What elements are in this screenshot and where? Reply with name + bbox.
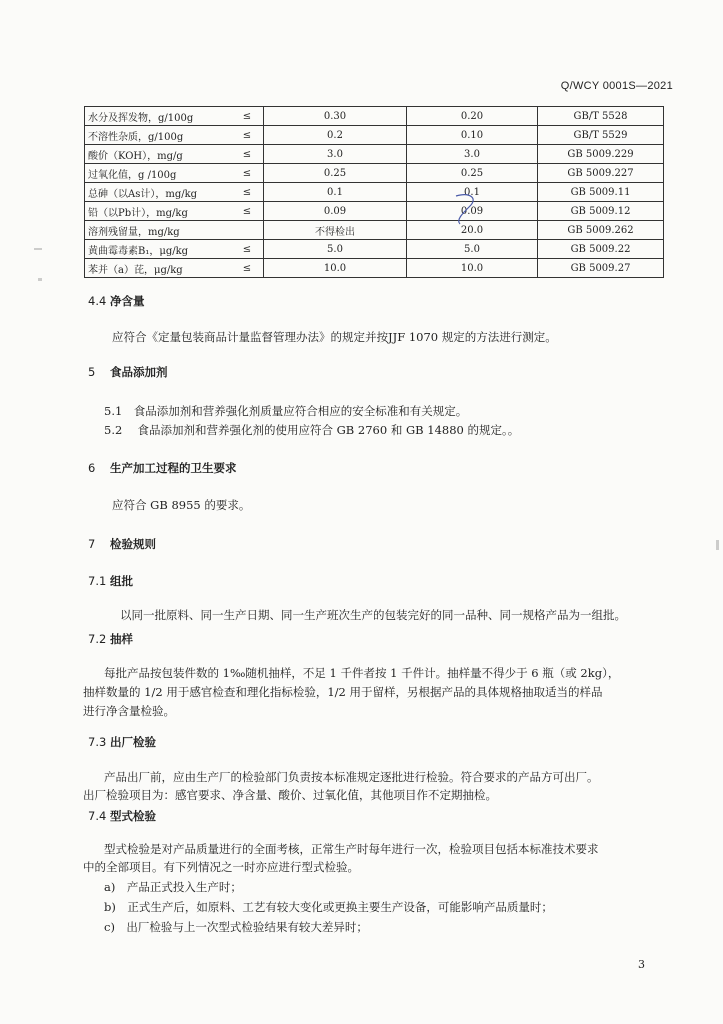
method-cell: GB 5009.12 (538, 202, 664, 221)
table-row (85, 107, 664, 126)
value1-cell: 10.0 (264, 259, 407, 278)
value2-cell: 10.0 (407, 259, 538, 278)
spec-table (84, 106, 664, 278)
value1-cell: 0.25 (264, 164, 407, 183)
value2-cell: 0.09 (407, 202, 538, 221)
table-row (85, 183, 664, 202)
table-row (85, 202, 664, 221)
method-cell: GB/T 5528 (538, 107, 664, 126)
section-6-text: 应符合 GB 8955 的要求。 (112, 498, 251, 512)
item-cell: 过氧化值，g /100g (85, 164, 232, 183)
section-4-4-heading: 4.4 净含量 (88, 294, 145, 308)
section-7-4-line1: 型式检验是对产品质量进行的全面考核，正常生产时每年进行一次，检验项目包括本标准技术要求 (104, 842, 599, 856)
symbol-cell: ≤ (231, 164, 264, 183)
section-7-3-heading: 7.3 出厂检验 (88, 735, 156, 749)
page-number: 3 (638, 958, 645, 971)
symbol-cell: ≤ (231, 107, 264, 126)
symbol-cell: ≤ (231, 240, 264, 259)
value2-cell: 20.0 (407, 221, 538, 240)
item-cell: 铅（以Pb计），mg/kg (85, 202, 232, 221)
method-cell: GB/T 5529 (538, 126, 664, 145)
method-cell: GB 5009.227 (538, 164, 664, 183)
method-cell: GB 5009.11 (538, 183, 664, 202)
item-cell: 溶剂残留量，mg/kg (85, 221, 232, 240)
value2-cell: 3.0 (407, 145, 538, 164)
section-7-3-line1: 产品出厂前，应由生产厂的检验部门负责按本标准规定逐批进行检验。符合要求的产品方可出厂。 (104, 770, 599, 784)
section-7-heading: 7 检验规则 (88, 537, 156, 551)
item-cell: 总砷（以As计），mg/kg (85, 183, 232, 202)
scan-smudge (716, 540, 719, 550)
value2-cell: 0.10 (407, 126, 538, 145)
section-7-2-line3: 进行净含量检验。 (83, 704, 175, 718)
section-7-4-item-c: c) 出厂检验与上一次型式检验结果有较大差异时； (104, 920, 368, 934)
section-7-4-item-a: a) 产品正式投入生产时； (104, 880, 242, 894)
table-row (85, 145, 664, 164)
value2-cell: 0.1 (407, 183, 538, 202)
symbol-cell: ≤ (231, 145, 264, 164)
section-7-1-heading: 7.1 组批 (88, 574, 133, 588)
symbol-cell (231, 221, 264, 240)
symbol-cell: ≤ (231, 259, 264, 278)
value1-cell: 0.1 (264, 183, 407, 202)
value1-cell: 0.30 (264, 107, 407, 126)
table-row (85, 126, 664, 145)
method-cell: GB 5009.262 (538, 221, 664, 240)
section-7-4-line2: 中的全部项目。有下列情况之一时亦应进行型式检验。 (83, 860, 359, 874)
method-cell: GB 5009.27 (538, 259, 664, 278)
table-row (85, 164, 664, 183)
value1-cell: 5.0 (264, 240, 407, 259)
scan-smudge (38, 278, 42, 281)
item-cell: 不溶性杂质，g/100g (85, 126, 232, 145)
value2-cell: 5.0 (407, 240, 538, 259)
section-7-2-heading: 7.2 抽样 (88, 632, 133, 646)
method-cell: GB 5009.229 (538, 145, 664, 164)
table-row (85, 240, 664, 259)
section-4-4-text: 应符合《定量包装商品计量监督管理办法》的规定并按JJF 1070 规定的方法进行测定。 (112, 330, 557, 344)
handwritten-mark-icon (448, 188, 488, 228)
value2-cell: 0.20 (407, 107, 538, 126)
section-5-1-text: 5.1 食品添加剂和营养强化剂质量应符合相应的安全标准和有关规定。 (104, 404, 468, 418)
value1-cell: 不得检出 (264, 221, 407, 240)
value1-cell: 3.0 (264, 145, 407, 164)
section-7-3-line2: 出厂检验项目为：感官要求、净含量、酸价、过氧化值，其他项目作不定期抽检。 (83, 788, 497, 802)
section-7-1-text: 以同一批原料、同一生产日期、同一生产班次生产的包装完好的同一品种、同一规格产品为一组批。 (120, 608, 626, 622)
scan-smudge (34, 248, 42, 250)
section-5-heading: 5 食品添加剂 (88, 365, 168, 379)
section-7-4-heading: 7.4 型式检验 (88, 809, 156, 823)
value1-cell: 0.09 (264, 202, 407, 221)
symbol-cell: ≤ (231, 183, 264, 202)
section-7-2-line2: 抽样数量的 1/2 用于感官检查和理化指标检验，1/2 用于留样，另根据产品的具体规格抽取适当的样品 (83, 685, 603, 699)
item-cell: 酸价（KOH），mg/g (85, 145, 232, 164)
table-row (85, 221, 664, 240)
section-6-heading: 6 生产加工过程的卫生要求 (88, 461, 237, 475)
item-cell: 水分及挥发物，g/100g (85, 107, 232, 126)
section-7-2-line1: 每批产品按包装件数的 1‰随机抽样，不足 1 千件者按 1 千件计。抽样量不得少于 6 瓶（或 2kg）， (104, 666, 620, 680)
value1-cell: 0.2 (264, 126, 407, 145)
section-7-4-item-b: b) 正式生产后，如原料、工艺有较大变化或更换主要生产设备，可能影响产品质量时； (104, 900, 553, 914)
section-5-2-text: 5.2 食品添加剂和营养强化剂的使用应符合 GB 2760 和 GB 14880 的规定。。 (104, 423, 520, 437)
symbol-cell: ≤ (231, 202, 264, 221)
value2-cell: 0.25 (407, 164, 538, 183)
method-cell: GB 5009.22 (538, 240, 664, 259)
table-row (85, 259, 664, 278)
symbol-cell: ≤ (231, 126, 264, 145)
standard-code: Q/WCY 0001S—2021 (560, 80, 673, 92)
item-cell: 黄曲霉毒素B₁，μg/kg (85, 240, 232, 259)
item-cell: 苯并（a）芘，μg/kg (85, 259, 232, 278)
